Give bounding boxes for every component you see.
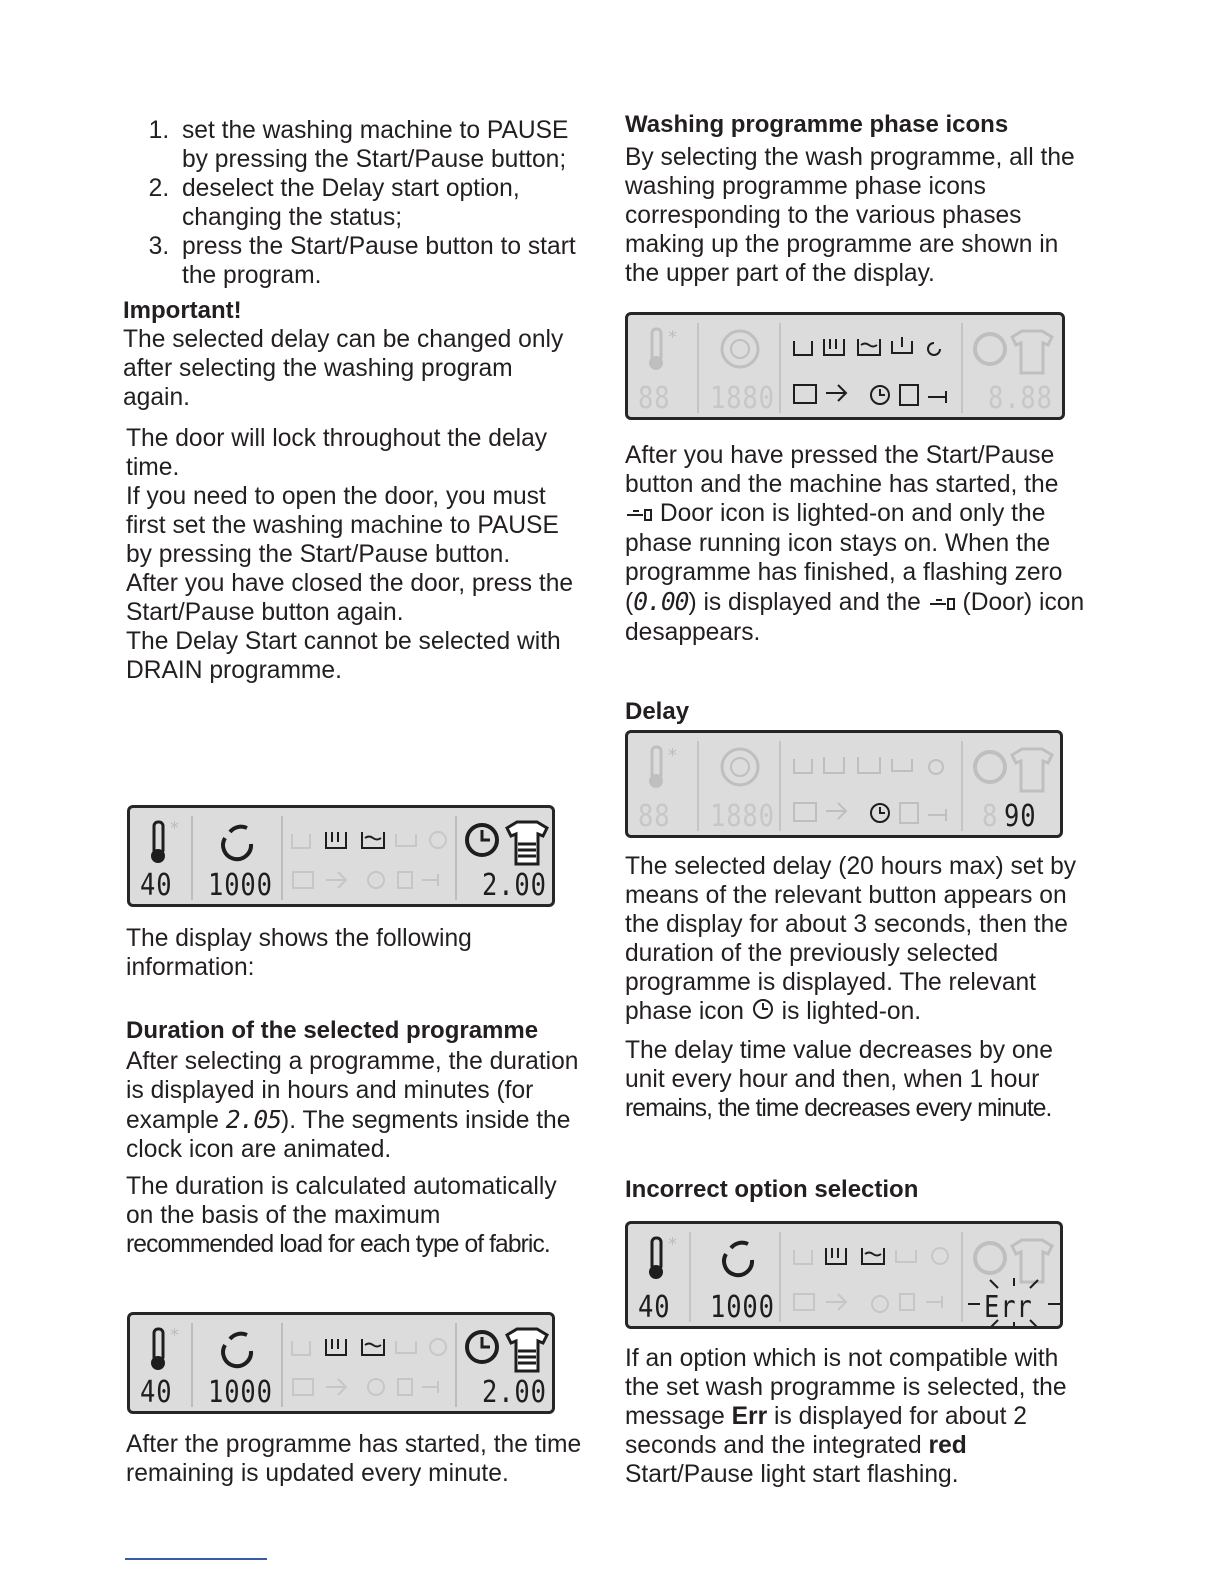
error-text bbox=[625, 1344, 1087, 1489]
delay-clock-icon bbox=[871, 804, 889, 822]
steps-list bbox=[123, 116, 585, 290]
door-text: The door will lock throughout the delay time. bbox=[126, 425, 548, 481]
after-start-line: After you have pressed the Start/Pause button and the machine has started, the bbox=[625, 442, 1059, 498]
spin-readout: 1000 bbox=[710, 1290, 775, 1325]
door-notes bbox=[123, 424, 585, 685]
left-column bbox=[123, 116, 585, 685]
duration-example: 2.05 bbox=[225, 1105, 282, 1134]
door-key-icon bbox=[928, 589, 956, 618]
display-delay bbox=[625, 730, 1063, 838]
thermometer-icon bbox=[151, 1325, 179, 1370]
phase-text: By selecting the wash programme, all the washing programme phase icons corresponding to the various phases making up the programme are shown in the upper part of the display. bbox=[625, 144, 1075, 287]
important-text: The selected delay can be changed only after selecting the washing program again. bbox=[123, 326, 564, 411]
door-text: If you need to open the door, you must first set the washing machine to PAUSE by pressing the Start/Pause button. bbox=[126, 483, 559, 568]
wash-phase-icons bbox=[794, 757, 943, 774]
after-start-section bbox=[625, 441, 1087, 726]
time-readout: 2.00 bbox=[482, 1375, 547, 1410]
spin-icon bbox=[223, 827, 251, 859]
shirt-icon bbox=[507, 822, 547, 864]
calc-text-tight: recommended load for each type of fabric. bbox=[126, 1231, 550, 1258]
time-readout-dim: 8 bbox=[982, 799, 999, 834]
temperature-readout: 88 bbox=[638, 799, 671, 834]
lower-phase-icons bbox=[293, 872, 438, 888]
wash-phase-icon bbox=[292, 1339, 446, 1355]
time-readout: 8.88 bbox=[988, 381, 1053, 416]
step-item: 2. deselect the Delay start option, changing the status; bbox=[176, 174, 585, 232]
temperature-readout: 40 bbox=[140, 1375, 173, 1410]
error-text-start: If an option which is not compatible with the set wash programme is selected, the message bbox=[625, 1345, 1067, 1430]
duration-text-end: ). The segments inside the clock icon are animated. bbox=[126, 1107, 571, 1163]
lower-phase-icons bbox=[293, 1379, 438, 1395]
duration-text bbox=[126, 1047, 588, 1164]
door-text: The Delay Start cannot be selected with DRAIN programme. bbox=[126, 628, 561, 684]
delay-readout: 90 bbox=[1004, 799, 1037, 834]
wash-phase-icons bbox=[794, 337, 940, 355]
display-error bbox=[625, 1221, 1063, 1329]
display-started bbox=[127, 1312, 555, 1414]
temperature-readout: 88 bbox=[638, 381, 671, 416]
after-start-text bbox=[625, 441, 1087, 647]
shirt-icon bbox=[507, 1329, 547, 1371]
svg-text:*: * bbox=[170, 818, 179, 839]
important-heading: Important! bbox=[123, 297, 242, 324]
display-info bbox=[126, 924, 588, 1259]
display-intro: The display shows the following information: bbox=[126, 925, 472, 981]
error-section bbox=[625, 1344, 1087, 1489]
svg-text:*: * bbox=[170, 1325, 179, 1346]
calc-text: The duration is calculated automatically on the basis of the maximum bbox=[126, 1173, 557, 1229]
clock-icon bbox=[975, 1243, 1005, 1273]
spin-icon bbox=[724, 1243, 752, 1275]
wash-phase-icon bbox=[292, 832, 446, 848]
time-readout: 2.00 bbox=[482, 868, 547, 903]
spin-readout: 1880 bbox=[710, 799, 775, 834]
clock-icon bbox=[975, 752, 1005, 782]
shirt-icon bbox=[1012, 749, 1052, 791]
shirt-icon bbox=[1012, 331, 1052, 373]
svg-text:*: * bbox=[668, 1234, 677, 1255]
decrease-text: The delay time value decreases by one unit every hour and then, when 1 hour bbox=[625, 1037, 1053, 1093]
spin-icon bbox=[223, 1334, 251, 1366]
lower-phase-icons bbox=[794, 1294, 942, 1312]
started-note bbox=[126, 1430, 588, 1488]
thermometer-icon bbox=[151, 818, 179, 863]
drum-icon bbox=[722, 749, 758, 785]
delay-text-end: is lighted-on. bbox=[774, 998, 922, 1025]
wash-phase-icon bbox=[794, 1248, 948, 1264]
delay-heading: Delay bbox=[625, 698, 690, 725]
door-key-icon bbox=[625, 500, 653, 529]
after-start-line: ) is displayed and the bbox=[688, 589, 928, 616]
phase-heading: Washing programme phase icons bbox=[625, 111, 1009, 138]
red-word: red bbox=[928, 1432, 967, 1459]
delay-text bbox=[625, 852, 1087, 1028]
started-text: After the programme has started, the time remaining is updated every minute. bbox=[126, 1431, 582, 1487]
duration-heading: Duration of the selected programme bbox=[126, 1017, 539, 1044]
delay-section bbox=[625, 852, 1087, 1204]
delay-clock-icon bbox=[751, 997, 775, 1028]
err-word: Err bbox=[731, 1403, 768, 1430]
delay-text-start: The selected delay (20 hours max) set by means of the relevant button appears on the display for about 3 seconds, then the duration of the previously selected programme is displayed. The relevant phase icon bbox=[625, 853, 1077, 1025]
spin-readout: 1000 bbox=[208, 1375, 273, 1410]
clock-icon bbox=[467, 1332, 497, 1362]
error-text-middle: is displayed for about 2 seconds and the integrated bbox=[625, 1403, 1027, 1459]
display-phase-icons bbox=[625, 312, 1065, 420]
after-start-line: (Door) icon desappears. bbox=[625, 589, 1085, 646]
spin-readout: 1880 bbox=[710, 381, 775, 416]
spin-readout: 1000 bbox=[208, 868, 273, 903]
duration-text-start: After selecting a programme, the duration is displayed in hours and minutes (for example bbox=[126, 1048, 579, 1134]
display-selected bbox=[127, 805, 555, 907]
error-readout: Err bbox=[984, 1290, 1033, 1325]
right-column bbox=[625, 110, 1087, 288]
svg-text:*: * bbox=[668, 327, 677, 348]
zero-value: 0.00 bbox=[633, 587, 689, 616]
temperature-readout: 40 bbox=[638, 1290, 671, 1325]
step-item: 3. press the Start/Pause button to start the program. bbox=[176, 232, 585, 290]
temperature-readout: 40 bbox=[140, 868, 173, 903]
clock-icon bbox=[467, 825, 497, 855]
decrease-text-tight: remains, the time decreases every minute. bbox=[625, 1095, 1052, 1122]
footer-rule bbox=[125, 1558, 267, 1560]
clock-icon bbox=[975, 334, 1005, 364]
step-item: 1. set the washing machine to PAUSE by pressing the Start/Pause button; bbox=[176, 116, 585, 174]
svg-text:*: * bbox=[668, 745, 677, 766]
thermometer-icon bbox=[649, 745, 677, 788]
thermometer-icon bbox=[649, 327, 677, 370]
shirt-icon bbox=[1012, 1240, 1052, 1282]
after-start-line: Door icon is lighted-on and only the phase running icon stays on. When the programme has finished, a flashing zero ( bbox=[625, 500, 1063, 616]
error-heading: Incorrect option selection bbox=[625, 1176, 919, 1203]
door-text: After you have closed the door, press the Start/Pause button again. bbox=[126, 570, 574, 626]
error-text-end: Start/Pause light start flashing. bbox=[625, 1461, 959, 1488]
drum-icon bbox=[722, 331, 758, 367]
lower-phase-icons bbox=[794, 385, 946, 405]
thermometer-icon bbox=[649, 1234, 677, 1279]
